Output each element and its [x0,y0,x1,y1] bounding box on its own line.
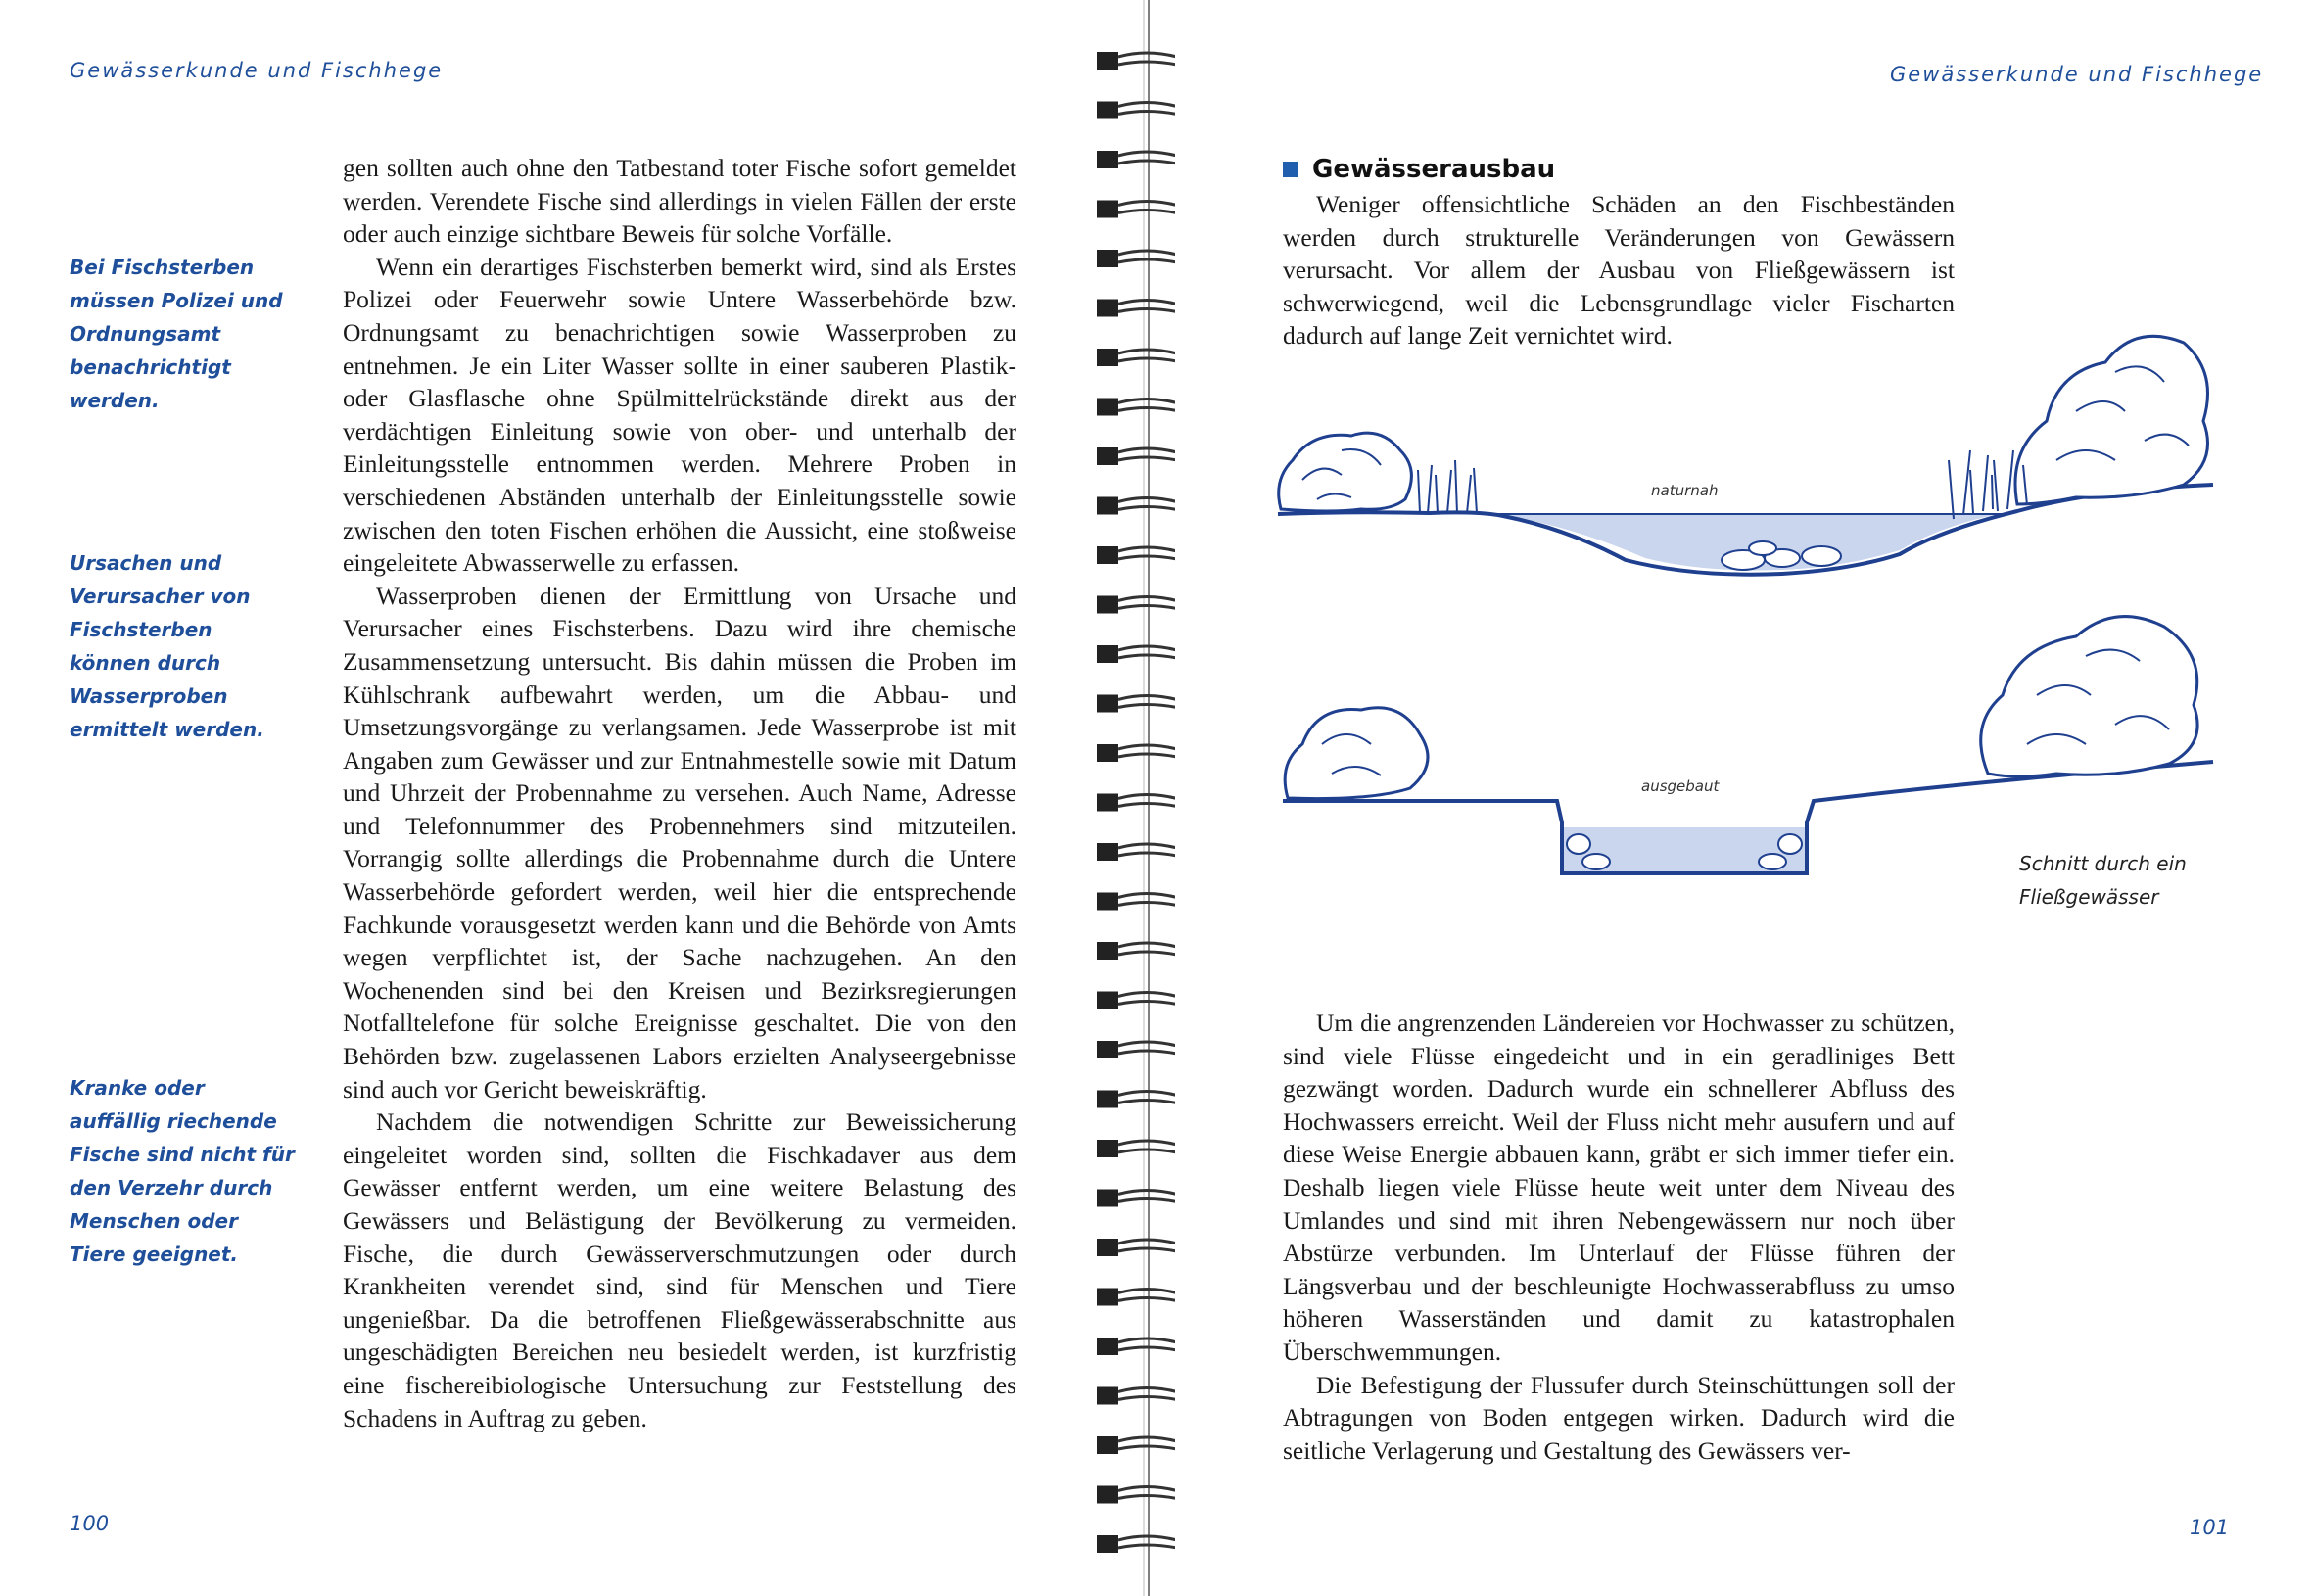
margin-note-1: Bei Fischsterben müssen Polizei und Ordnungsamt benachrichtigt werden. [70,256,283,412]
label-built: ausgebaut [1641,777,1720,795]
running-head-right: Gewässerkunde und Fischhege [1890,63,2264,86]
right-body-text [1283,1007,1955,1467]
paragraph: Wenn ein derartiges Fischsterben bemerkt wird, sind als Erstes Polizei oder Feuerwehr sowie Untere Wasserbehörde bzw. Ordnungsamt zu benachrichtigen sowie Wasserproben zu entnehmen. Je ein Liter Wasser sollte in einer sauberen Plastik- oder Glasflasche ohne Spülmittelrückstände direkt aus der verdächtigen Einleitung sowie von ober- und unterhalb der Einleitungsstelle entnommen werden. Mehrere Proben in verschiedenen Abständen unterhalb der Einleitungsstelle sowie zwischen den toten Fischen erhöhen die Aussicht, eine stoßweise eingeleitete Abwasserwelle zu erfassen. [343,252,1016,578]
left-body-text [343,152,1016,1434]
paragraph: Wasserproben dienen der Ermittlung von Ursache und Verursacher eines Fischsterbens. Dazu wird ihre chemische Zusammensetzung untersucht. Bis dahin müssen die Proben im Kühlschrank aufbewahrt werden, um die Abbau- und Umsetzungsvorgänge zu verlangsamen. Jede Wasserprobe ist mit Angaben zum Gewässer und zur Entnahmestelle sowie mit Datum und Uhrzeit der Probennahme zu versehen. Auch Name, Adresse und Telefonnummer des Probennehmers sind mitzuteilen. Vorrangig sollte allerdings die Probennahme durch die Untere Wasserbehörde gefordert werden, weil hier die entsprechende Fachkunde vorausgesetzt werden kann und die Behörde von Amts wegen verpflichtet ist, der Sache nachzugehen. An den Wochenenden sind bei den Kreisen und Bezirksregierungen Notfalltelefone für solche Ereignisse geschaltet. Die von den Behörden bzw. zugelassenen Labors erzielten Analyseergebnisse sind auch vor Gericht beweiskräftig. [343,581,1016,1103]
diagram-natural-stream [1273,304,2223,587]
figure-caption: Schnitt durch ein Fließgewässer [2019,852,2187,909]
paragraph: gen sollten auch ohne den Tatbestand toter Fische sofort gemeldet werden. Verendete Fische sind allerdings in vielen Fällen der erste oder auch einzige sichtbare Beweis für solche Vorfälle. [343,154,1016,249]
section-square-icon [1283,162,1298,177]
paragraph: Weniger offensichtliche Schäden an den Fischbeständen werden durch strukturelle Veränderungen von Gewässern verursacht. Vor allem der Ausbau von Fließgewässern ist schwerwiegend, weil die Lebensgrundlage vieler Fischarten dadurch auf lange Zeit vernichtet wird. [1283,190,1955,351]
margin-note-3: Kranke oder auffällig riechende Fische sind nicht für den Verzehr durch Menschen oder Tiere geeignet. [70,1076,295,1266]
section-heading [1283,155,1555,184]
paragraph: Die Befestigung der Flussufer durch Steinschüttungen soll der Abtragungen von Boden entgegen wirken. Dadurch wird die seitliche Verlagerung und Gestaltung des Gewässers ver- [1283,1370,1955,1465]
paragraph: Nachdem die notwendigen Schritte zur Beweissicherung eingeleitet worden sind, sollten die Fischkadaver aus dem Gewässer entfernt werden, um eine weitere Belastung des Gewässers und Belästigung der Bevölkerung zu vermeiden. Fische, die durch Gewässerverschmutzungen oder durch Krankheiten verendet sind, sind für Menschen und Tiere ungenießbar. Da die betroffenen Fließgewässerabschnitte aus ungeschädigten Bereichen neu besiedelt werden, ist kurzfristig eine fischereibiologische Untersuchung zur Feststellung des Schadens in Auftrag zu geben. [343,1107,1016,1432]
diagram-built-stream [1273,587,2223,891]
left-page [0,0,1126,1596]
page-number-right: 101 [2190,1516,2230,1539]
margin-note-2: Ursachen und Verursacher von Fischsterben können durch Wasserproben ermittelt werden. [70,551,264,741]
page-number-left: 100 [70,1512,110,1535]
running-head-left: Gewässerkunde und Fischhege [70,59,444,82]
section-title: Gewässerausbau [1312,155,1556,184]
label-natural: naturnah [1651,482,1719,499]
paragraph: Um die angrenzenden Ländereien vor Hochwasser zu schützen, sind viele Flüsse eingedeicht und in ein geradliniges Bett gezwängt worden. Dadurch wurde ein schnellerer Abfluss des Hochwassers erreicht. Weil der Fluss nicht mehr ausufern und auf diese Weise Energie abbauen kann, gräbt er sich immer tiefer ein. Deshalb liegen viele Flüsse heute weit unter dem Niveau des Umlandes und sind mit ihren Nebengewässern nur noch über Abstürze verbunden. Im Unterlauf der Flüsse führen der Längsverbau und der beschleunigte Hochwasserabfluss zu umso höheren Wasserständen und damit zu katastrophalen Überschwemmungen. [1283,1009,1955,1366]
